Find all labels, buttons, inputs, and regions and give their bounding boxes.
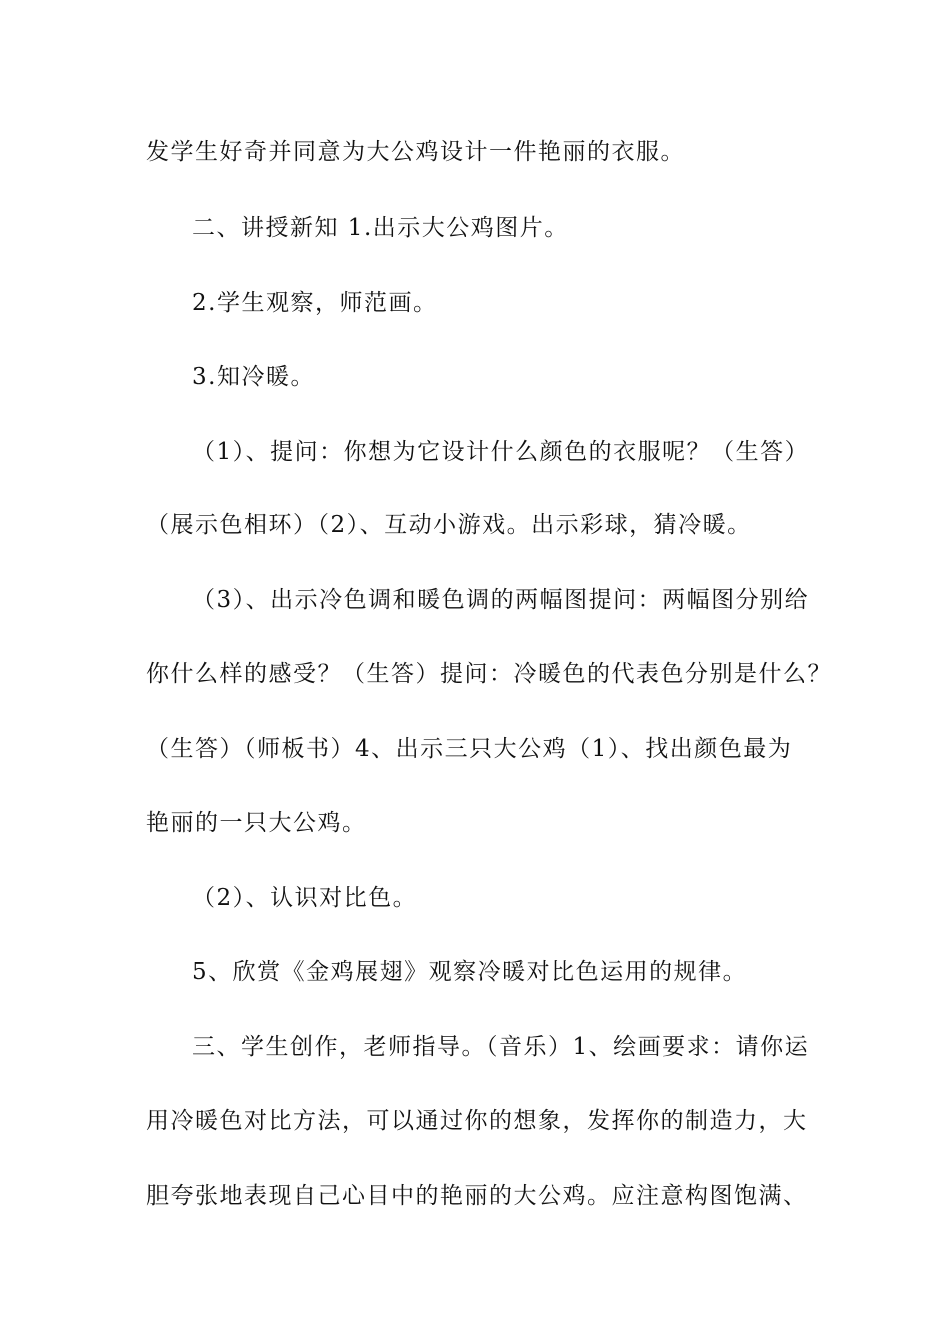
paragraph-line: 二、讲授新知 1.出示大公鸡图片。 (192, 215, 569, 241)
paragraph-line: 你什么样的感受？（生答）提问：冷暖色的代表色分别是什么？ (146, 661, 832, 687)
paragraph-line: （2）、认识对比色。 (192, 885, 418, 911)
paragraph-line: （展示色相环）（2）、互动小游戏。出示彩球，猜冷暖。 (146, 512, 752, 538)
paragraph-line: 三、学生创作，老师指导。（音乐）1、绘画要求：请你运 (192, 1034, 810, 1060)
paragraph-line: （1）、提问：你想为它设计什么颜色的衣服呢？（生答） (192, 439, 810, 465)
paragraph-line: （3）、出示冷色调和暖色调的两幅图提问：两幅图分别给 (192, 587, 810, 613)
paragraph-line: 3.知冷暖。 (192, 364, 315, 390)
paragraph-line: 胆夸张地表现自己心目中的艳丽的大公鸡。应注意构图饱满、 (146, 1183, 808, 1209)
paragraph-line: （生答）（师板书）4、出示三只大公鸡（1）、找出颜色最为 (146, 736, 793, 762)
paragraph-line: 发学生好奇并同意为大公鸡设计一件艳丽的衣服。 (146, 139, 685, 165)
paragraph-line: 用冷暖色对比方法，可以通过你的想象，发挥你的制造力，大 (146, 1108, 808, 1134)
paragraph-line: 5、欣赏《金鸡展翅》观察冷暖对比色运用的规律。 (192, 959, 748, 985)
paragraph-line: 艳丽的一只大公鸡。 (146, 810, 367, 836)
paragraph-line: 2.学生观察，师范画。 (192, 290, 438, 316)
